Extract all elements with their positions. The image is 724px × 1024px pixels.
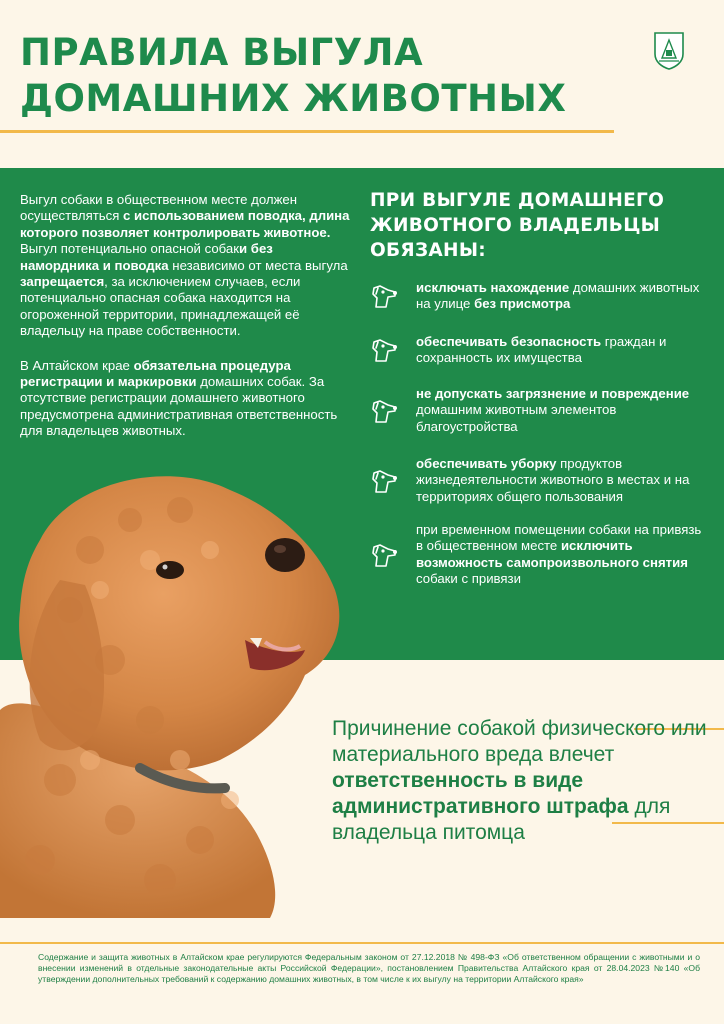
text: В Алтайском крае	[20, 357, 134, 373]
dog-head-icon	[368, 539, 400, 571]
duty-item-3	[368, 386, 708, 435]
text: при временном помещении собаки на привязь в общественном месте	[416, 522, 702, 554]
dog-head-icon	[368, 334, 400, 366]
bold-text: без присмотра	[474, 296, 571, 312]
bold-text: не допускать загрязнение и повреждение	[416, 386, 690, 401]
text: независимо от места выгула	[168, 257, 348, 273]
bold-text: ответственность в виде административного штрафа	[332, 769, 629, 818]
footer-legal-text: Содержание и защита животных в Алтайском крае регулируются Федеральным законом от 27.12.2018 № 498-ФЗ «Об ответственном обращении с животными и о внесении изменений в отдельные законодательные акты Российской Федерации», постановлением Правительства Алтайского края от 28.04.2023 №140 «Об утверждении дополнительных требований к содержанию домашних животных, в том числе к их выгулу на территории Алтайского края»	[38, 952, 700, 984]
duty-item-1	[368, 280, 708, 313]
bold-text: исключить возможность самопроизвольного снятия	[416, 538, 688, 570]
text: домашних животных на улице	[416, 280, 700, 312]
text: собаки с привязи	[416, 571, 521, 587]
text: Выгул собаки в общественном месте должен осуществляться	[20, 192, 298, 224]
duties-heading-line: ПРИ ВЫГУЛЕ ДОМАШНЕГО	[370, 190, 665, 211]
page-title-line-1: ПРАВИЛА ВЫГУЛА	[20, 31, 424, 74]
bold-text: обеспечивать уборку	[416, 456, 557, 471]
text: Выгул потенциально опасной собак	[20, 241, 240, 257]
dog-head-icon	[368, 280, 400, 312]
registration-paragraph	[20, 358, 350, 440]
page-title-line-2: ДОМАШНИХ ЖИВОТНЫХ	[20, 77, 567, 120]
dog-head-icon	[368, 395, 400, 427]
duty-item-5	[368, 522, 708, 588]
title-underline	[0, 130, 614, 133]
text: для владельца питомца	[332, 795, 671, 844]
text: домашних собак. За отсутствие регистрации домашнего животного предусмотрена административная ответственность для владельцев животных.	[20, 374, 338, 439]
bold-text: и без намордника и поводка	[20, 241, 273, 273]
text: , за исключением случаев, если потенциально опасная собака находится на огороженной территории, принадлежащей её владельцу на праве собственности.	[20, 274, 301, 339]
duty-text	[416, 522, 708, 588]
left-column	[20, 192, 350, 458]
duties-heading	[370, 188, 700, 263]
coat-of-arms-icon	[652, 30, 686, 70]
duty-text	[416, 456, 708, 505]
duty-item-2	[368, 334, 708, 367]
duty-text	[416, 334, 708, 367]
bold-text: с использованием поводка, длина которого позволяет контролировать животное.	[20, 208, 350, 240]
bold-text: обязательна процедура регистрации и маркировки	[20, 357, 291, 390]
duty-text	[416, 280, 708, 313]
page-title	[20, 30, 620, 122]
text: Причинение собакой физического или материального вреда влечет	[332, 717, 707, 766]
footer-divider	[0, 942, 724, 944]
dog-head-icon	[368, 465, 400, 497]
text: домашним животным элементов благоустройства	[416, 402, 617, 434]
duty-item-4	[368, 456, 708, 505]
bold-text: исключать нахождение	[416, 280, 570, 295]
text: продуктов жизнедеятельности животного в местах и на территориях общего пользования	[416, 456, 690, 504]
duties-heading-line: ЖИВОТНОГО ВЛАДЕЛЬЦЫ	[370, 215, 661, 236]
text: граждан и сохранность их имущества	[416, 334, 667, 366]
bold-text: обеспечивать безопасность	[416, 334, 602, 349]
duty-text	[416, 386, 708, 435]
duties-heading-line: ОБЯЗАНЫ:	[370, 240, 486, 261]
liability-statement	[332, 716, 712, 846]
walking-rules-paragraph	[20, 192, 350, 340]
bold-text: запрещается	[20, 274, 105, 290]
poodle-photo	[0, 460, 350, 918]
